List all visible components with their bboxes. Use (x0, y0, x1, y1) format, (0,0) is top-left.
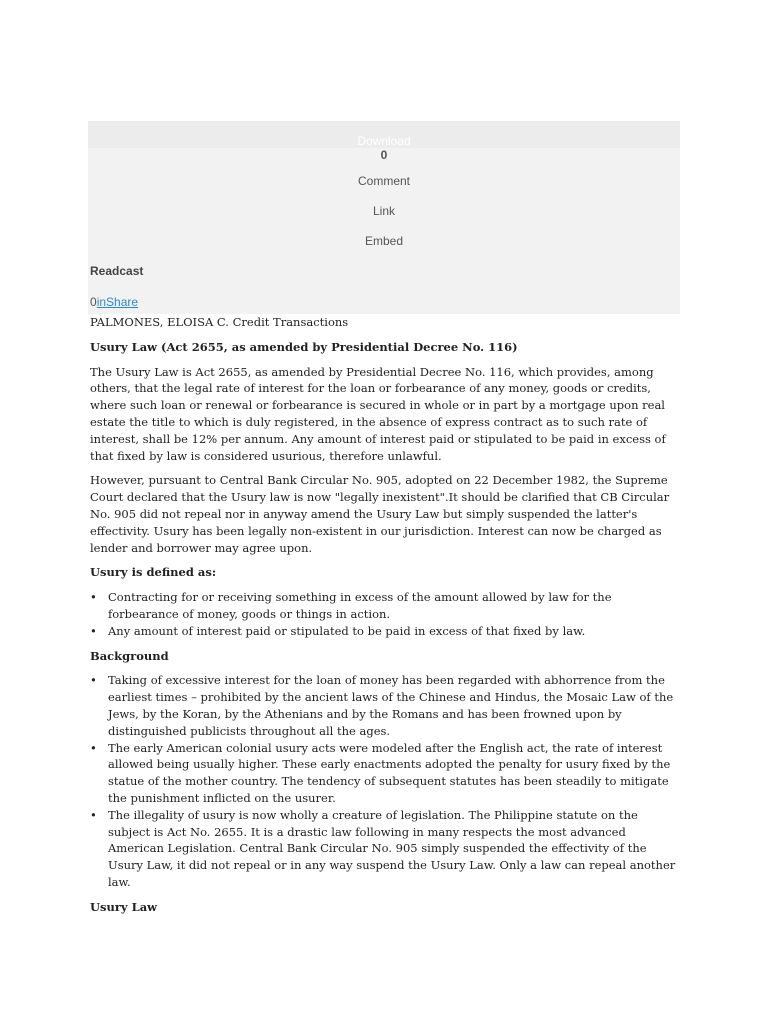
list-item: • The early American colonial usury acts were modeled after the English act, the rate of interest allowed being usually higher. These early enactments adopted the penalty for usury fixed by the statue of the mother country. The tendency of subsequent statutes has been steadily to mitigate the punishment inflicted on the usurer. (108, 740, 682, 807)
link-link[interactable]: Link (372, 204, 395, 218)
linkedin-share-count: 0 (90, 295, 97, 309)
author-line: PALMONES, ELOISA C. Credit Transactions (90, 315, 349, 329)
linkedin-share (90, 295, 138, 309)
paragraph-intro: The Usury Law is Act 2655, as amended by Presidential Decree No. 116, which provides, among others, that the legal rate of interest for the loan or forbearance of any money, goods or credits, where such loan or renewal or forbearance is secured in whole or in part by a mortgage upon real estate the title to which is duly registered, in the absence of express contract as to such rate of interest, shall be 12% per annum. Any amount of interest paid or stipulated to be paid in excess of that fixed by law is considered usurious, therefore unlawful. (90, 364, 666, 463)
paragraph-circular-905: However, pursuant to Central Bank Circular No. 905, adopted on 22 December 1982, the Supreme Court declared that the Usury law is now "legally inexistent".It should be clarified that CB Circular No. 905 did not repeal nor in anyway amend the Usury Law but simply suspended the latter's effectivity. Usury has been legally non-existent in our jurisdiction. Interest can now be charged as lender and borrower may agree upon. (90, 473, 670, 555)
heading-usury-law-act: Usury Law (Act 2655, as amended by Presidential Decree No. 116) (90, 339, 518, 354)
list-item: • The illegality of usury is now wholly a creature of legislation. The Philippine statute on the subject is Act No. 2655. It is a drastic law following in many respects the most advanced American Legislation. Central Bank Circular No. 905 simply suspended the effectivity of the Usury Law, it did not repeal or in any way suspend the Usury Law. Only a law can repeal another law. (108, 807, 682, 891)
list-item: • Contracting for or receiving something in excess of the amount allowed by law for the forbearance of money, goods or things in action. (108, 589, 682, 623)
heading-background: Background (90, 648, 169, 663)
heading-usury-defined: Usury is defined as: (90, 565, 217, 580)
list-item: • Taking of excessive interest for the loan of money has been regarded with abhorrence from the earliest times – prohibited by the ancient laws of the Chinese and Hindus, the Mosaic Law of the Jews, by the Koran, by the Athenians and by the Romans and has been frowned upon by distinguished publicists throughout all the ages. (108, 672, 682, 739)
heading-usury-law: Usury Law (90, 899, 158, 914)
document-body (90, 314, 682, 924)
linkedin-share-link[interactable]: inShare (96, 295, 139, 309)
embed-link[interactable]: Embed (364, 234, 404, 248)
share-count: 0 (380, 148, 388, 162)
list-item: • Any amount of interest paid or stipulated to be paid in excess of that fixed by law. (108, 623, 682, 640)
share-panel (88, 148, 680, 314)
comment-link[interactable]: Comment (357, 174, 410, 188)
readcast-label: Readcast (90, 264, 144, 278)
download-button[interactable]: Download (357, 134, 411, 148)
list-background (90, 672, 682, 890)
list-usury-definitions (90, 589, 682, 639)
